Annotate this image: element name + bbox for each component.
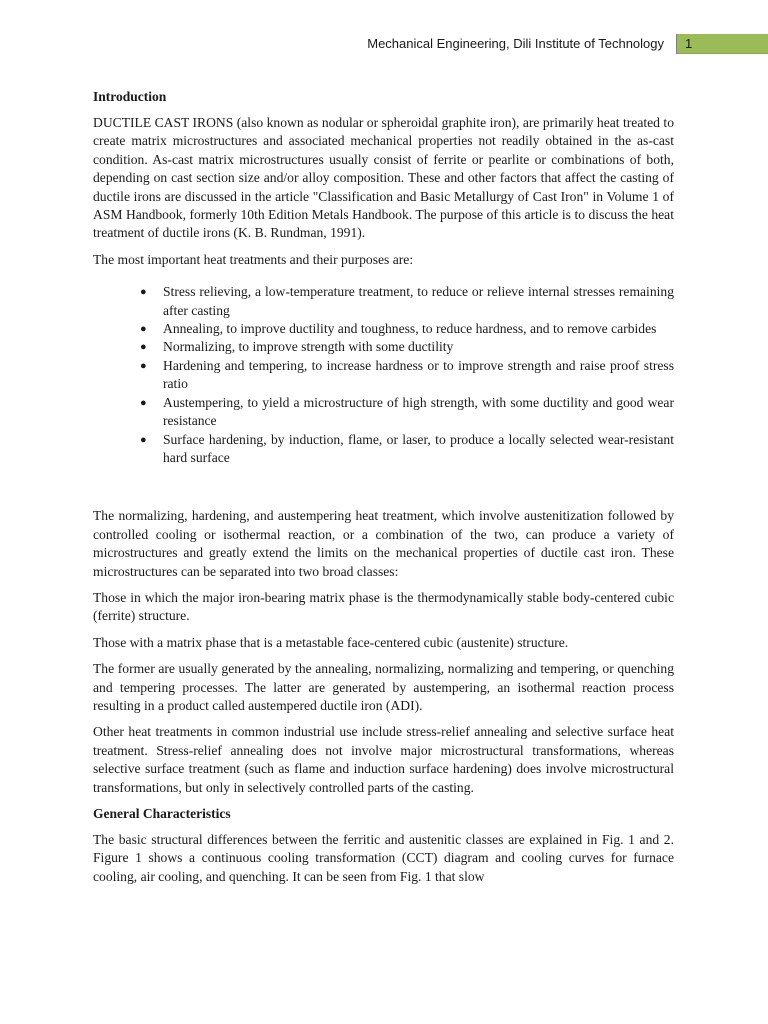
general-characteristics-paragraph: The basic structural differences between the ferritic and austenitic classes are explained in Fig. 1 and 2. Figure 1 shows a continuous cooling transformation (CCT) diagram and cooling curves for furnace cooling, air cooling, and quenching. It can be seen from Fig. 1 that slow — [93, 832, 674, 884]
list-item-text: Annealing, to improve ductility and toughness, to reduce hardness, and to remove carbides — [163, 321, 657, 337]
normalizing-paragraph: The normalizing, hardening, and austempering heat treatment, which involve austenitization followed by controlled cooling or isothermal reaction, or a combination of the two, can produce a variety of microstructures and greatly extend the limits on the mechanical properties of ductile cast iron. These microstructures can be separated into two broad classes: — [93, 508, 674, 579]
former-latter-paragraph: The former are usually generated by the annealing, normalizing, normalizing and tempering, or quenching and tempering processes. The latter are generated by austempering, an isothermal reaction process resulting in a product called austempered ductile iron (ADI). — [93, 661, 674, 713]
page-header — [0, 34, 768, 54]
general-characteristics-heading: General Characteristics — [93, 806, 231, 821]
bullet-icon: ● — [140, 359, 147, 372]
list-item-text: Hardening and tempering, to increase hardness or to improve strength and raise proof stress ratio — [163, 357, 674, 392]
list-item-text: Stress relieving, a low-temperature treatment, to reduce or relieve internal stresses remaining after casting — [163, 284, 674, 318]
bullet-icon: ● — [140, 286, 147, 299]
list-item — [93, 357, 674, 394]
list-item — [93, 394, 674, 431]
fcc-paragraph: Those with a matrix phase that is a metastable face-centered cubic (austenite) structure. — [93, 634, 569, 650]
list-item — [93, 338, 674, 356]
other-treatments-paragraph: Other heat treatments in common industrial use include stress-relief annealing and selective surface heat treatment. Stress-relief annealing does not involve major microstructural transformations, whereas selective surface treatment (such as flame and induction surface hardening) does involve microstructural transformations, but only in selectively controlled parts of the casting. — [93, 724, 674, 795]
heat-treatment-list — [93, 283, 674, 467]
section-spacer — [93, 467, 674, 507]
bullet-icon: ● — [140, 323, 147, 336]
bullet-icon: ● — [140, 396, 147, 409]
bullet-icon: ● — [140, 433, 147, 446]
list-item — [93, 320, 674, 338]
document-body — [93, 88, 674, 894]
list-intro-paragraph: The most important heat treatments and their purposes are: — [93, 251, 414, 267]
list-item-text: Normalizing, to improve strength with some ductility — [163, 339, 454, 355]
page-number: 1 — [685, 36, 693, 51]
list-item-text: Austempering, to yield a microstructure of high strength, with some ductility and good wear resistance — [163, 394, 674, 429]
header-title: Mechanical Engineering, Dili Institute of Technology — [367, 36, 664, 51]
page-number-badge — [677, 34, 768, 54]
bcc-paragraph: Those in which the major iron-bearing matrix phase is the thermodynamically stable body-centered cubic (ferrite) structure. — [93, 589, 674, 624]
list-item — [93, 283, 674, 320]
list-item-text: Surface hardening, by induction, flame, or laser, to produce a locally selected wear-resistant hard surface — [163, 431, 674, 465]
introduction-heading: Introduction — [93, 89, 167, 104]
list-item — [93, 431, 674, 468]
intro-paragraph: DUCTILE CAST IRONS (also known as nodular or spheroidal graphite iron), are primarily heat treated to create matrix microstructures and associated mechanical properties not readily obtained in the as-cast condition. As-cast matrix microstructures usually consist of ferrite or pearlite or combinations of both, depending on cast section size and/or alloy composition. These and other factors that affect the casting of ductile irons are discussed in the article "Classification and Basic Metallurgy of Cast Iron" in Volume 1 of ASM Handbook, formerly 10th Edition Metals Handbook. The purpose of this article is to discuss the heat treatment of ductile irons (K. B. Rundman, 1991). — [93, 115, 674, 241]
bullet-icon: ● — [140, 341, 147, 354]
